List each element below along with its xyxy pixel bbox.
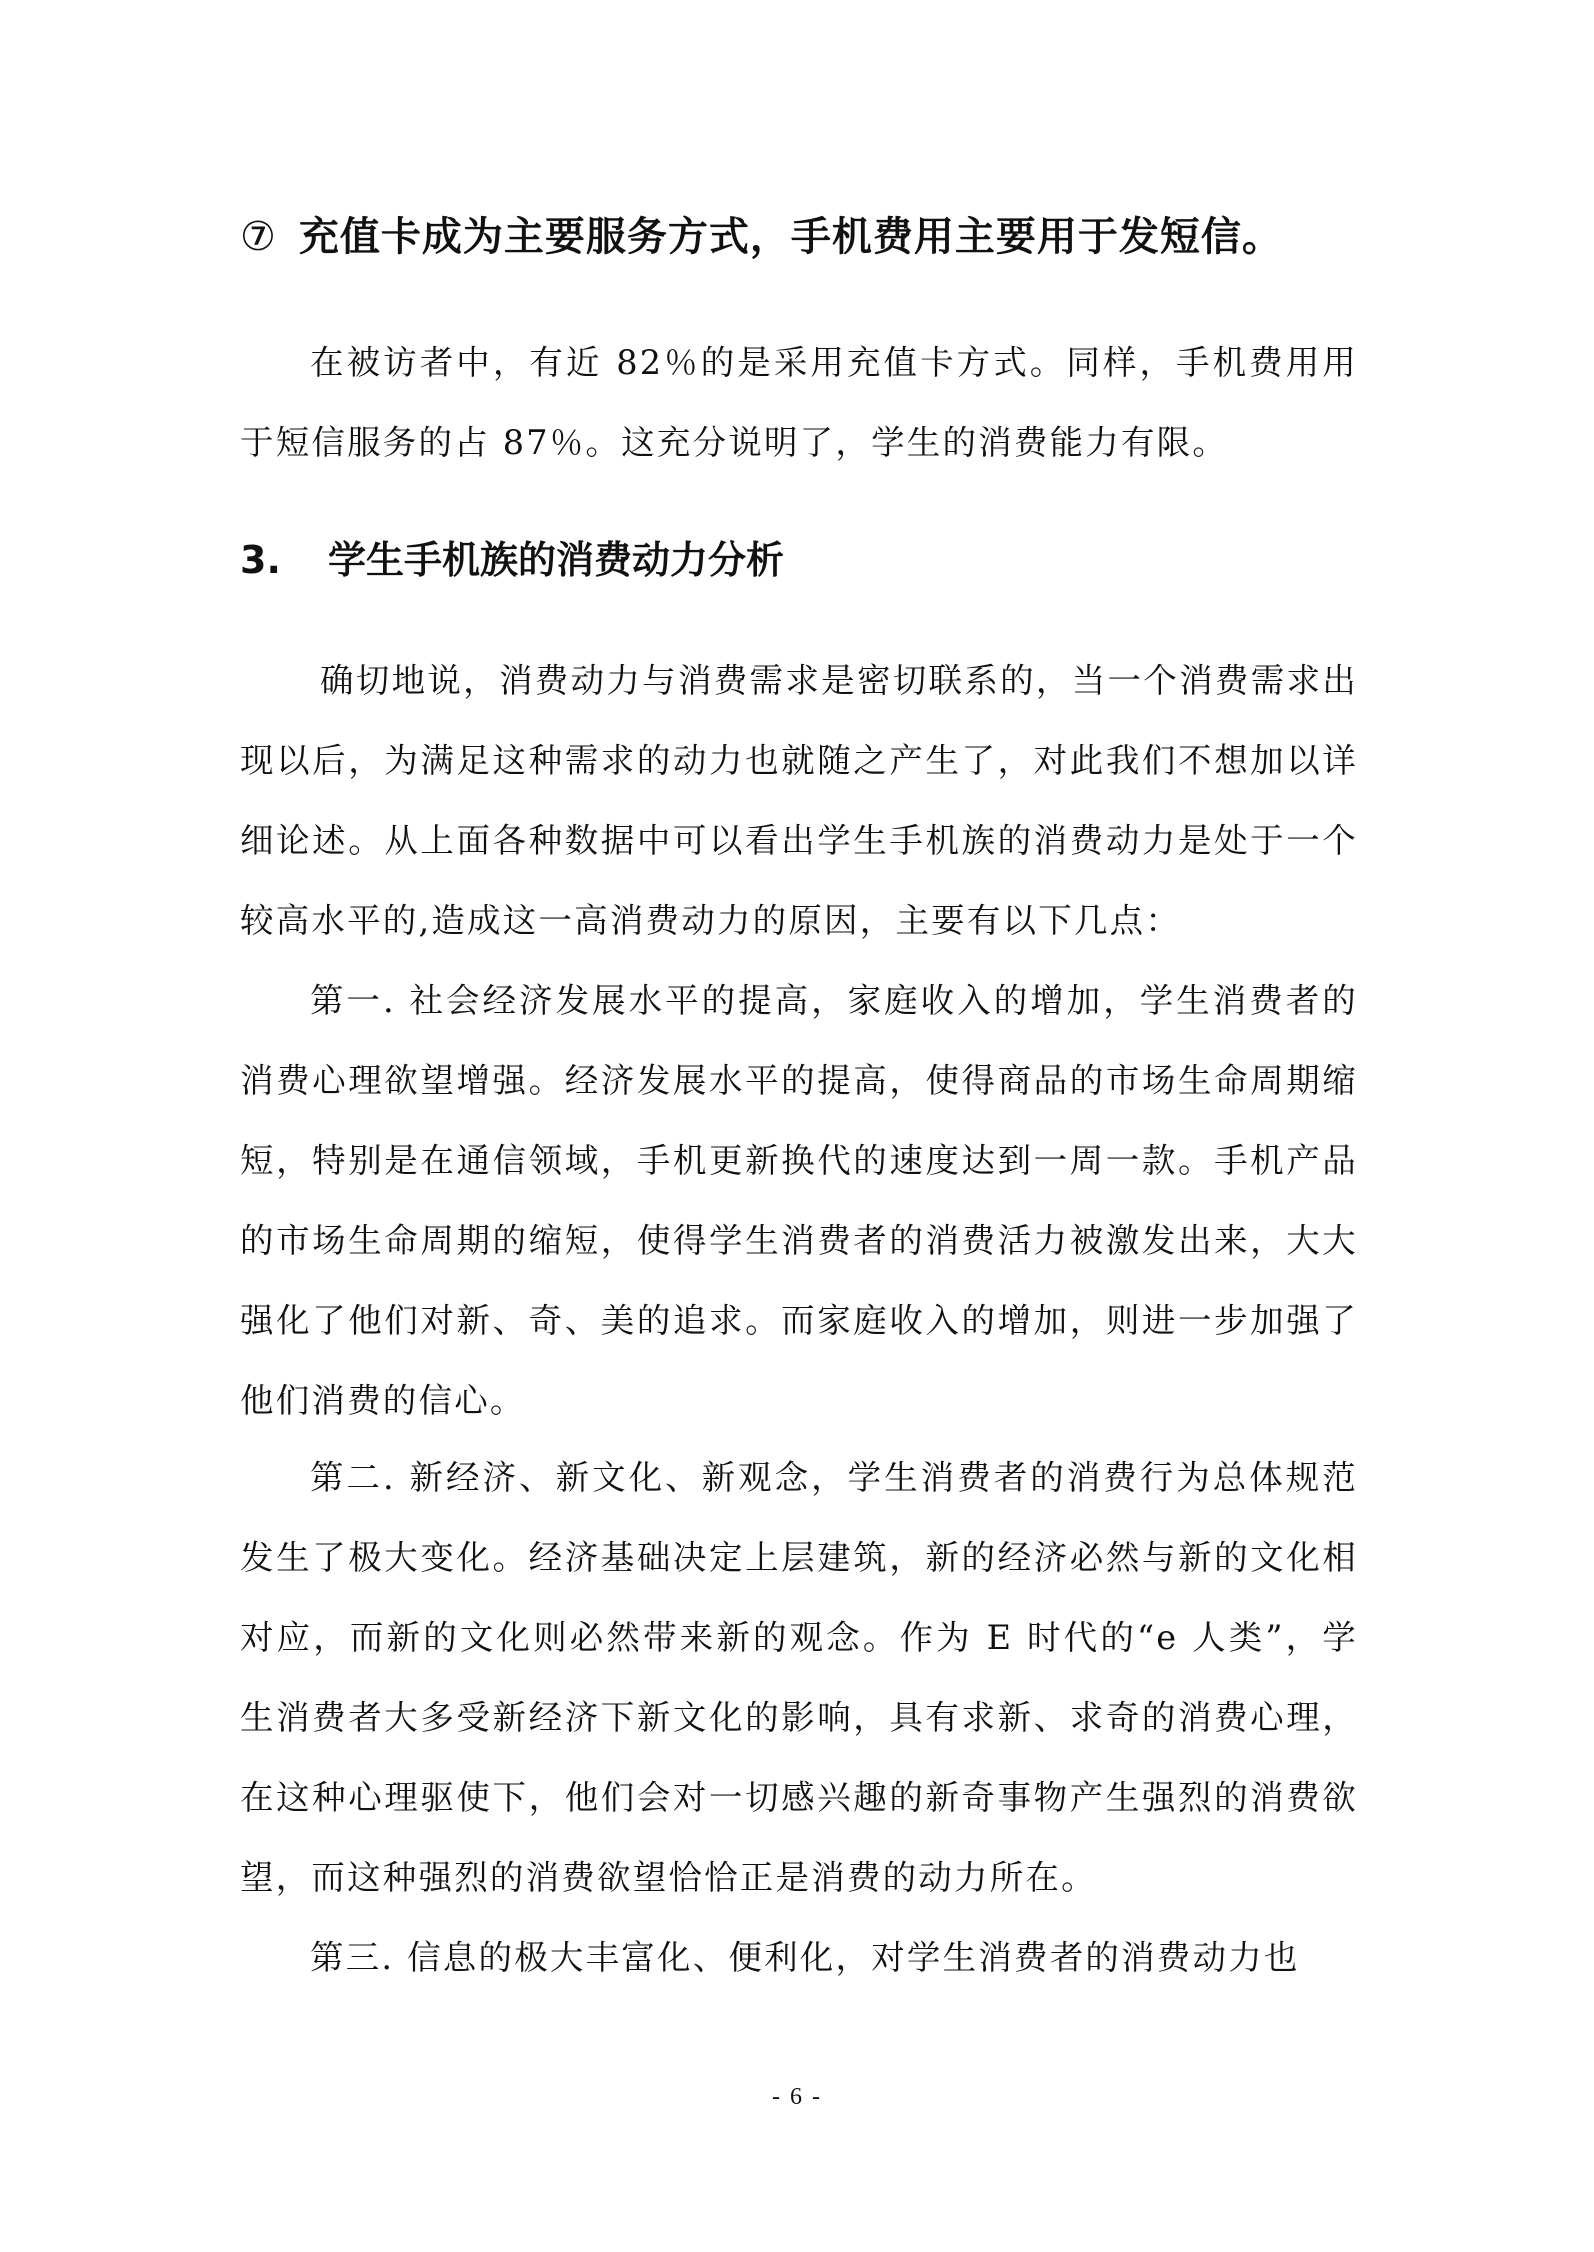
section-heading bbox=[240, 530, 784, 590]
point-heading bbox=[240, 207, 1283, 267]
body-paragraph: 确切地说，消费动力与消费需求是密切联系的，当一个消费需求出现以后，为满足这种需求的动力也就随之产生了，对此我们不想加以详细论述。从上面各种数据中可以看出学生手机族的消费动力是处于一个较高水平的,造成这一高消费动力的原因，主要有以下几点： bbox=[240, 661, 1358, 940]
section-number: 3. bbox=[240, 538, 281, 582]
section-title: 学生手机族的消费动力分析 bbox=[328, 538, 785, 582]
body-paragraph: 第三. 信息的极大丰富化、便利化，对学生消费者的消费动力也 bbox=[310, 1938, 1300, 1977]
body-paragraph: 第二. 新经济、新文化、新观念，学生消费者的消费行为总体规范发生了极大变化。经济基础决定上层建筑，新的经济必然与新的文化相对应，而新的文化则必然带来新的观念。作为 E 时代的“e 人类”，学生消费者大多受新经济下新文化的影响，具有求新、求奇的消费心理，在这种心理驱使下，他们会对一切感兴趣的新奇事物产生强烈的消费欲望，而这种强烈的消费欲望恰恰正是消费的动力所在。 bbox=[240, 1458, 1358, 1897]
page-number: - 6 - bbox=[772, 2084, 822, 2110]
body-paragraph: 在被访者中，有近 82％的是采用充值卡方式。同样，手机费用用于短信服务的占 87％。这充分说明了，学生的消费能力有限。 bbox=[240, 343, 1358, 462]
point-number: ⑦ bbox=[240, 214, 277, 260]
body-paragraph: 第一. 社会经济发展水平的提高，家庭收入的增加，学生消费者的消费心理欲望增强。经济发展水平的提高，使得商品的市场生命周期缩短，特别是在通信领域，手机更新换代的速度达到一周一款。手机产品的市场生命周期的缩短，使得学生消费者的消费活力被激发出来，大大强化了他们对新、奇、美的追求。而家庭收入的增加，则进一步加强了他们消费的信心。 bbox=[240, 981, 1358, 1420]
point-heading-text: 充值卡成为主要服务方式，手机费用主要用于发短信。 bbox=[298, 214, 1283, 260]
